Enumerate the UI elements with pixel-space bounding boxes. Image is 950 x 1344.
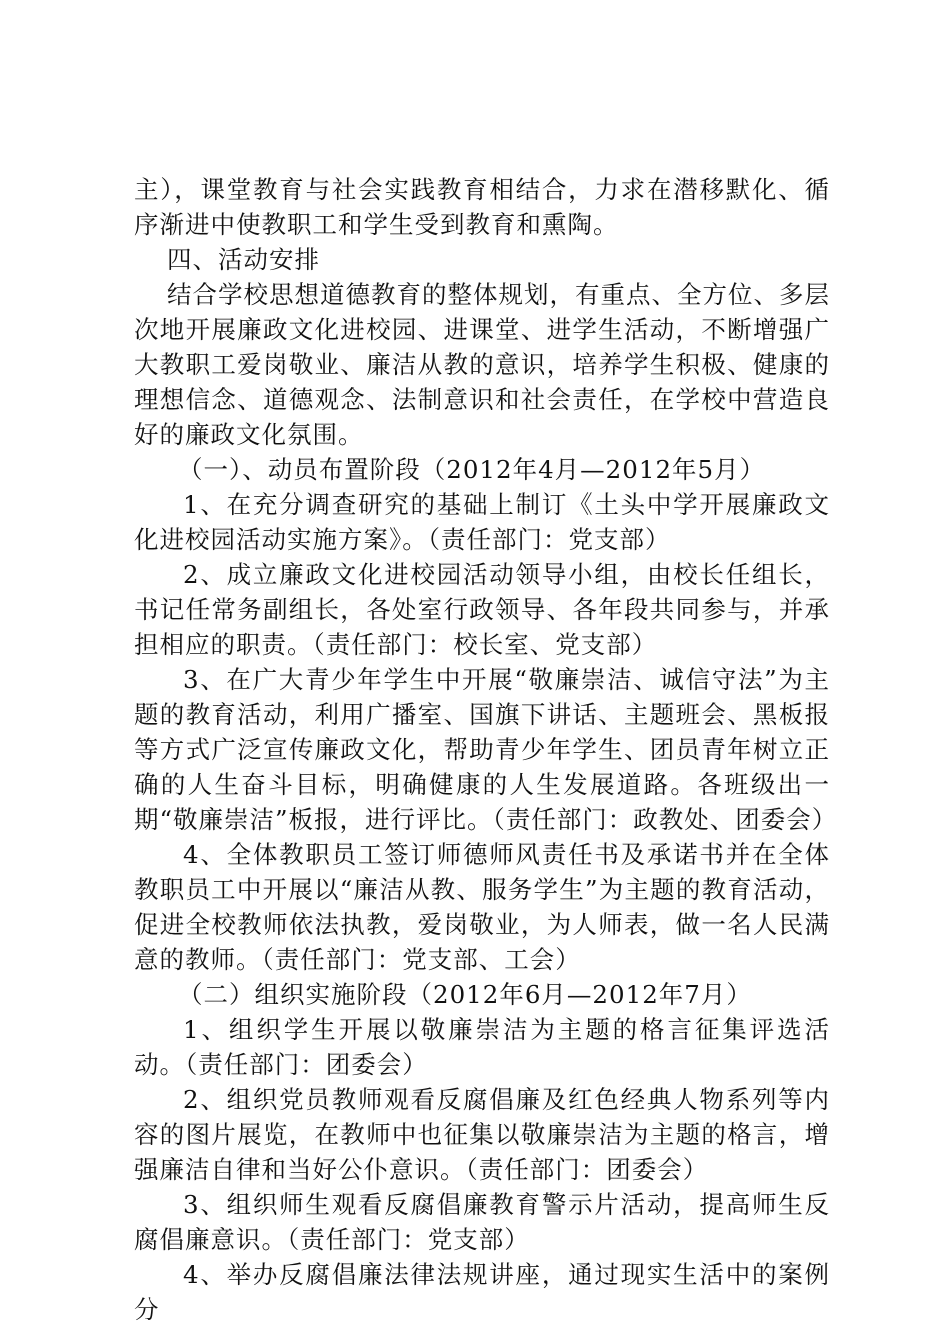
list-item-stage-one-2: 2、成立廉政文化进校园活动领导小组，由校长任组长，书记任常务副组长，各处室行政领导、各年段共同参与，并承担相应的职责。（责任部门：校长室、党支部） [134, 560, 830, 659]
list-item-stage-one-1: 1、在充分调查研究的基础上制订《土头中学开展廉政文化进校园活动实施方案》。（责任部门：党支部） [134, 490, 830, 554]
list-item-stage-two-4: 4、举办反腐倡廉法律法规讲座，通过现实生活中的案例分 [134, 1260, 830, 1324]
list-item-stage-two-2: 2、组织党员教师观看反腐倡廉及红色经典人物系列等内容的图片展览，在教师中也征集以敬廉崇洁为主题的格言，增强廉洁自律和当好公仆意识。（责任部门：团委会） [134, 1085, 830, 1184]
list-item-stage-one-3: 3、在广大青少年学生中开展“敬廉崇洁、诚信守法”为主题的教育活动，利用广播室、国旗下讲话、主题班会、黑板报等方式广泛宣传廉政文化，帮助青少年学生、团员青年树立正确的人生奋斗目标，明确健康的人生发展道路。各班级出一期“敬廉崇洁”板报，进行评比。（责任部门：政教处、团委会） [134, 665, 838, 834]
document-body [134, 172, 838, 1327]
subheading-stage-one: （一）、动员布置阶段（2012年4月—2012年5月） [178, 455, 766, 484]
subheading-stage-two: （二）组织实施阶段（2012年6月—2012年7月） [178, 980, 752, 1009]
list-item-stage-two-3: 3、组织师生观看反腐倡廉教育警示片活动，提高师生反腐倡廉意识。（责任部门：党支部） [134, 1190, 830, 1254]
section-heading-activity-arrangement: 四、活动安排 [167, 245, 320, 274]
paragraph-continuation: 主），课堂教育与社会实践教育相结合，力求在潜移默化、循序渐进中使教职工和学生受到教育和熏陶。 [134, 175, 830, 239]
list-item-stage-one-4: 4、全体教职员工签订师德师风责任书及承诺书并在全体教职员工中开展以“廉洁从教、服务学生”为主题的教育活动，促进全校教师依法执教，爱岗敬业，为人师表，做一名人民满意的教师。（责任部门：党支部、工会） [134, 840, 830, 974]
paragraph-overall-plan: 结合学校思想道德教育的整体规划，有重点、全方位、多层次地开展廉政文化进校园、进课堂、进学生活动，不断增强广大教职工爱岗敬业、廉洁从教的意识，培养学生积极、健康的理想信念、道德观念、法制意识和社会责任，在学校中营造良好的廉政文化氛围。 [134, 280, 830, 449]
list-item-stage-two-1: 1、组织学生开展以敬廉崇洁为主题的格言征集评选活动。（责任部门：团委会） [134, 1015, 830, 1079]
